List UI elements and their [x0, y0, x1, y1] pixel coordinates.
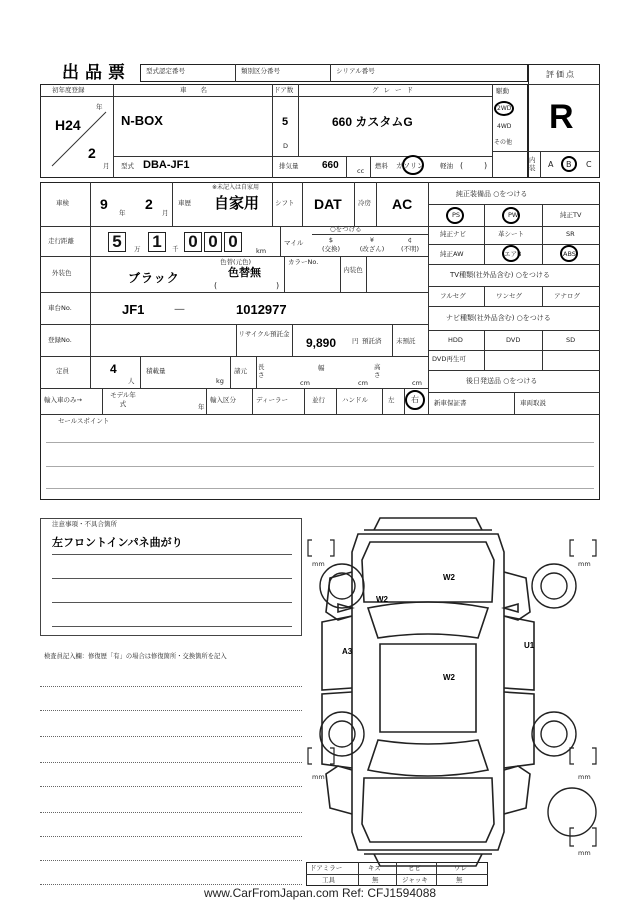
- genuine-header: 純正装備品 ○をつける: [456, 190, 528, 198]
- grade-label: グレード: [372, 86, 418, 94]
- drive-4wd: 4WD: [497, 123, 512, 130]
- fuel-gasoline: ガソリン: [396, 162, 424, 170]
- color-no-label: カラーNo.: [288, 258, 319, 266]
- drive-2wd: 2WD: [497, 105, 512, 112]
- notes-text: 左フロントインパネ曲がり: [52, 537, 183, 549]
- navi-sd: SD: [566, 336, 576, 344]
- tread-spare-unit: mm: [578, 849, 591, 857]
- footer-watermark: www.CarFromJapan.com Ref: CFJ1594088: [203, 886, 437, 900]
- recycle-unit: 円: [352, 337, 359, 345]
- wheel-front-right: [532, 564, 576, 608]
- category-label: 類別区分番号: [241, 67, 280, 75]
- aircon-label: 冷房: [358, 199, 371, 207]
- equip-abs: ABS: [563, 250, 576, 258]
- windshield: [368, 602, 488, 638]
- shaken-year-unit: 年: [119, 209, 126, 217]
- first-reg-year: H24: [55, 117, 81, 133]
- navi-header: ナビ種類(社外品含む) ○をつける: [446, 314, 551, 322]
- legend-scratch: キズ: [368, 864, 381, 872]
- chassis-prefix: JF1: [122, 302, 145, 317]
- interior-a: A: [548, 160, 554, 169]
- legend-break: ワレ: [454, 864, 467, 872]
- person-unit: 人: [128, 377, 135, 385]
- legend-tools: 工具: [322, 876, 335, 884]
- color-paren-close: ): [276, 281, 280, 290]
- displacement-value: 660: [322, 160, 339, 171]
- legend-jack: ジャッキ: [402, 876, 428, 884]
- equip-pw: PW: [508, 211, 519, 219]
- tread-fl-unit: mm: [312, 560, 325, 568]
- equip-pw-circle: [502, 207, 520, 224]
- damage-mark-roof: W2: [443, 673, 455, 682]
- drive-other: その他: [494, 139, 513, 146]
- width-cm-unit: cm: [358, 379, 368, 387]
- color-label: 外装色: [52, 269, 72, 277]
- damage-mark-left-door: A3: [342, 647, 353, 656]
- left-rear-door: [322, 692, 352, 768]
- color-paren-open: (: [214, 281, 218, 290]
- model-label: 型式: [121, 162, 134, 170]
- history-value: 自家用: [214, 195, 260, 212]
- chassis-dash: －: [173, 302, 187, 317]
- left-front-fender: [326, 572, 352, 620]
- capacity-label: 定員: [56, 367, 69, 375]
- odo-tampered: ¥ (改ざん): [359, 236, 385, 253]
- color-value: ブラック: [128, 271, 180, 285]
- legend-mirror: ドアミラー: [310, 864, 343, 872]
- odo-exchange: $ (交換): [321, 236, 341, 253]
- equip-aw: 純正AW: [440, 250, 464, 258]
- model-value: DBA-JF1: [143, 159, 190, 171]
- shaken-month: 2: [145, 196, 153, 212]
- displacement-label: 排気量: [279, 162, 299, 170]
- spare-tire: [548, 788, 596, 836]
- rear-window: [368, 740, 488, 776]
- first-reg-label: 初年度登録: [52, 86, 85, 94]
- tv-header: TV種類(社外品含む) ○をつける: [450, 271, 550, 279]
- navi-dvd: DVD: [506, 336, 521, 344]
- interior-selected-circle: [561, 156, 577, 172]
- mileage-digit-4: 0: [204, 232, 222, 252]
- trunk-panel: [362, 778, 494, 842]
- model-year-unit: 年: [198, 403, 205, 411]
- parallel-label: 並行: [312, 396, 325, 404]
- aircon-value: AC: [392, 196, 413, 212]
- year-unit: 年: [96, 103, 103, 111]
- navi-hdd: HDD: [448, 336, 463, 344]
- car-damage-diagram: [308, 512, 608, 898]
- equip-airbag-circle: [502, 245, 520, 262]
- fuel-label: 燃料: [375, 162, 388, 170]
- page-title: 出品票: [62, 63, 131, 82]
- mileage-digit-5: 0: [224, 232, 242, 252]
- car-name-label: 車名: [180, 86, 221, 94]
- notes-box: [40, 518, 302, 636]
- wheel-front-left: [320, 564, 364, 608]
- grade-value: 660 カスタムG: [332, 115, 413, 129]
- shaken-year: 9: [100, 196, 108, 212]
- later-manual: 車両取説: [520, 399, 546, 407]
- legend-jack-value: 無: [456, 876, 463, 884]
- later-warranty: 新車保証書: [434, 399, 467, 407]
- tread-rr-unit: mm: [578, 773, 591, 781]
- damage-mark-hood: W2: [443, 573, 455, 582]
- sales-points-label: セールスポイント: [58, 417, 110, 425]
- equip-ps-circle: [446, 207, 464, 224]
- front-bumper: [374, 518, 482, 530]
- handle-label: ハンドル: [342, 396, 368, 404]
- right-rear-fender: [504, 766, 530, 814]
- equip-tv: 純正TV: [560, 211, 582, 219]
- drive-selected-circle: [494, 101, 514, 116]
- recycle-amount: 9,890: [306, 336, 337, 350]
- paren-close: ): [484, 161, 488, 170]
- right-mirror: [504, 604, 518, 612]
- equip-abs-circle: [560, 245, 578, 262]
- interior-b: B: [566, 160, 572, 169]
- right-rear-door: [504, 692, 534, 768]
- fuel-selected-circle: [402, 155, 424, 175]
- hood-panel: [362, 542, 494, 602]
- reg-no-label: 登録No.: [48, 336, 72, 344]
- tv-oneseg: ワンセグ: [496, 292, 522, 300]
- right-front-fender: [504, 572, 530, 620]
- left-rear-fender: [326, 766, 352, 814]
- equip-airbag: エアB: [504, 250, 522, 258]
- notes-label: 注意事項・不具合箇所: [52, 520, 117, 528]
- dims-label: 諸元: [234, 367, 247, 375]
- tread-fr-unit: mm: [578, 560, 591, 568]
- recycle-not: 未預託: [396, 337, 416, 345]
- km-unit: km: [256, 247, 267, 255]
- equip-leather: 革シート: [498, 230, 524, 238]
- color-change-value: 色替無: [228, 267, 261, 279]
- recycle-done: 預託済: [362, 337, 382, 345]
- handle-left: 左: [388, 396, 395, 404]
- dealer-label: ディーラー: [256, 396, 288, 404]
- handle-right: 右: [411, 395, 419, 404]
- shaken-label: 車検: [56, 199, 69, 207]
- month-unit: 月: [103, 162, 110, 170]
- kg-unit: kg: [216, 377, 224, 385]
- mileage-digit-2: 1: [148, 232, 166, 252]
- car-body-outline: [352, 534, 504, 850]
- interior-label: 内装: [529, 156, 536, 172]
- car-name: N-BOX: [121, 113, 163, 128]
- model-cert-label: 型式認定番号: [146, 67, 185, 75]
- handle-selected-circle: [405, 390, 425, 410]
- equip-navi: 純正ナビ: [440, 230, 466, 238]
- sen-unit: 千: [172, 245, 179, 253]
- man-unit: 万: [134, 245, 141, 253]
- width-label: 幅: [318, 364, 325, 372]
- wheel-rear-left: [320, 712, 364, 756]
- shift-value: DAT: [314, 196, 342, 212]
- later-header: 後日発送品 ○をつける: [466, 377, 538, 385]
- rating-value: R: [549, 98, 574, 136]
- interior-color-label: 内装色: [343, 266, 363, 274]
- length-label: 長さ: [258, 363, 265, 379]
- mileage-digit-1: 5: [108, 232, 126, 252]
- tv-analog: アナログ: [554, 292, 580, 300]
- tread-rl-unit: mm: [312, 773, 325, 781]
- import-label: 輸入車のみ→: [44, 396, 82, 404]
- right-front-door: [504, 616, 534, 690]
- inspector-label: 検査員記入欄：修復歴「有」の場合は修復箇所・交換箇所を記入: [44, 653, 227, 660]
- height-label: 高さ: [374, 363, 381, 379]
- length-cm-unit: cm: [300, 379, 310, 387]
- fuel-diesel: 軽油: [440, 162, 453, 170]
- header-code-box: [140, 64, 528, 82]
- doors-suffix: D: [283, 142, 289, 150]
- shaken-month-unit: 月: [162, 209, 169, 217]
- damage-mark-left-fender: W2: [376, 595, 388, 604]
- doors-value: 5: [282, 116, 289, 128]
- mile-label: マイル: [284, 239, 304, 247]
- doors-label: ドア数: [274, 86, 294, 94]
- paren-open: (: [460, 161, 464, 170]
- tv-fullseg: フルセグ: [440, 292, 466, 300]
- height-cm-unit: cm: [412, 379, 422, 387]
- dvd-play-label: DVD再生可: [432, 355, 466, 363]
- first-reg-month: 2: [88, 145, 96, 161]
- cc-unit: cc: [357, 167, 365, 175]
- equip-ps: PS: [452, 211, 461, 219]
- interior-c: C: [586, 160, 592, 169]
- rating-label: 評価点: [546, 70, 576, 79]
- legend-tools-value: 無: [372, 876, 379, 884]
- color-change-label: 色替(元色): [220, 258, 252, 266]
- load-label: 積載量: [146, 367, 166, 375]
- import-type-label: 輸入区分: [210, 396, 236, 404]
- mileage-label: 走行距離: [48, 237, 74, 245]
- recycle-label: リサイクル預託金: [238, 330, 290, 338]
- shift-label: シフト: [275, 199, 295, 207]
- damage-mark-right-door: U1: [524, 641, 535, 650]
- chassis-number: 1012977: [236, 302, 287, 317]
- mileage-digit-3: 0: [184, 232, 202, 252]
- history-label: 車歴: [178, 199, 191, 207]
- legend-crack: ヒビ: [408, 864, 421, 872]
- capacity-value: 4: [110, 362, 117, 376]
- model-year-label: モデル年式: [110, 391, 136, 408]
- equip-sr: SR: [566, 230, 575, 238]
- history-note: ※未記入は自家用: [212, 184, 260, 191]
- roof-panel: [380, 644, 476, 732]
- serial-label: シリアル番号: [336, 67, 375, 75]
- odo-header: ○をつける: [330, 225, 362, 233]
- odo-unknown: ¢ (不明): [400, 236, 420, 253]
- drive-label: 駆動: [496, 87, 509, 95]
- chassis-label: 車台No.: [48, 304, 72, 312]
